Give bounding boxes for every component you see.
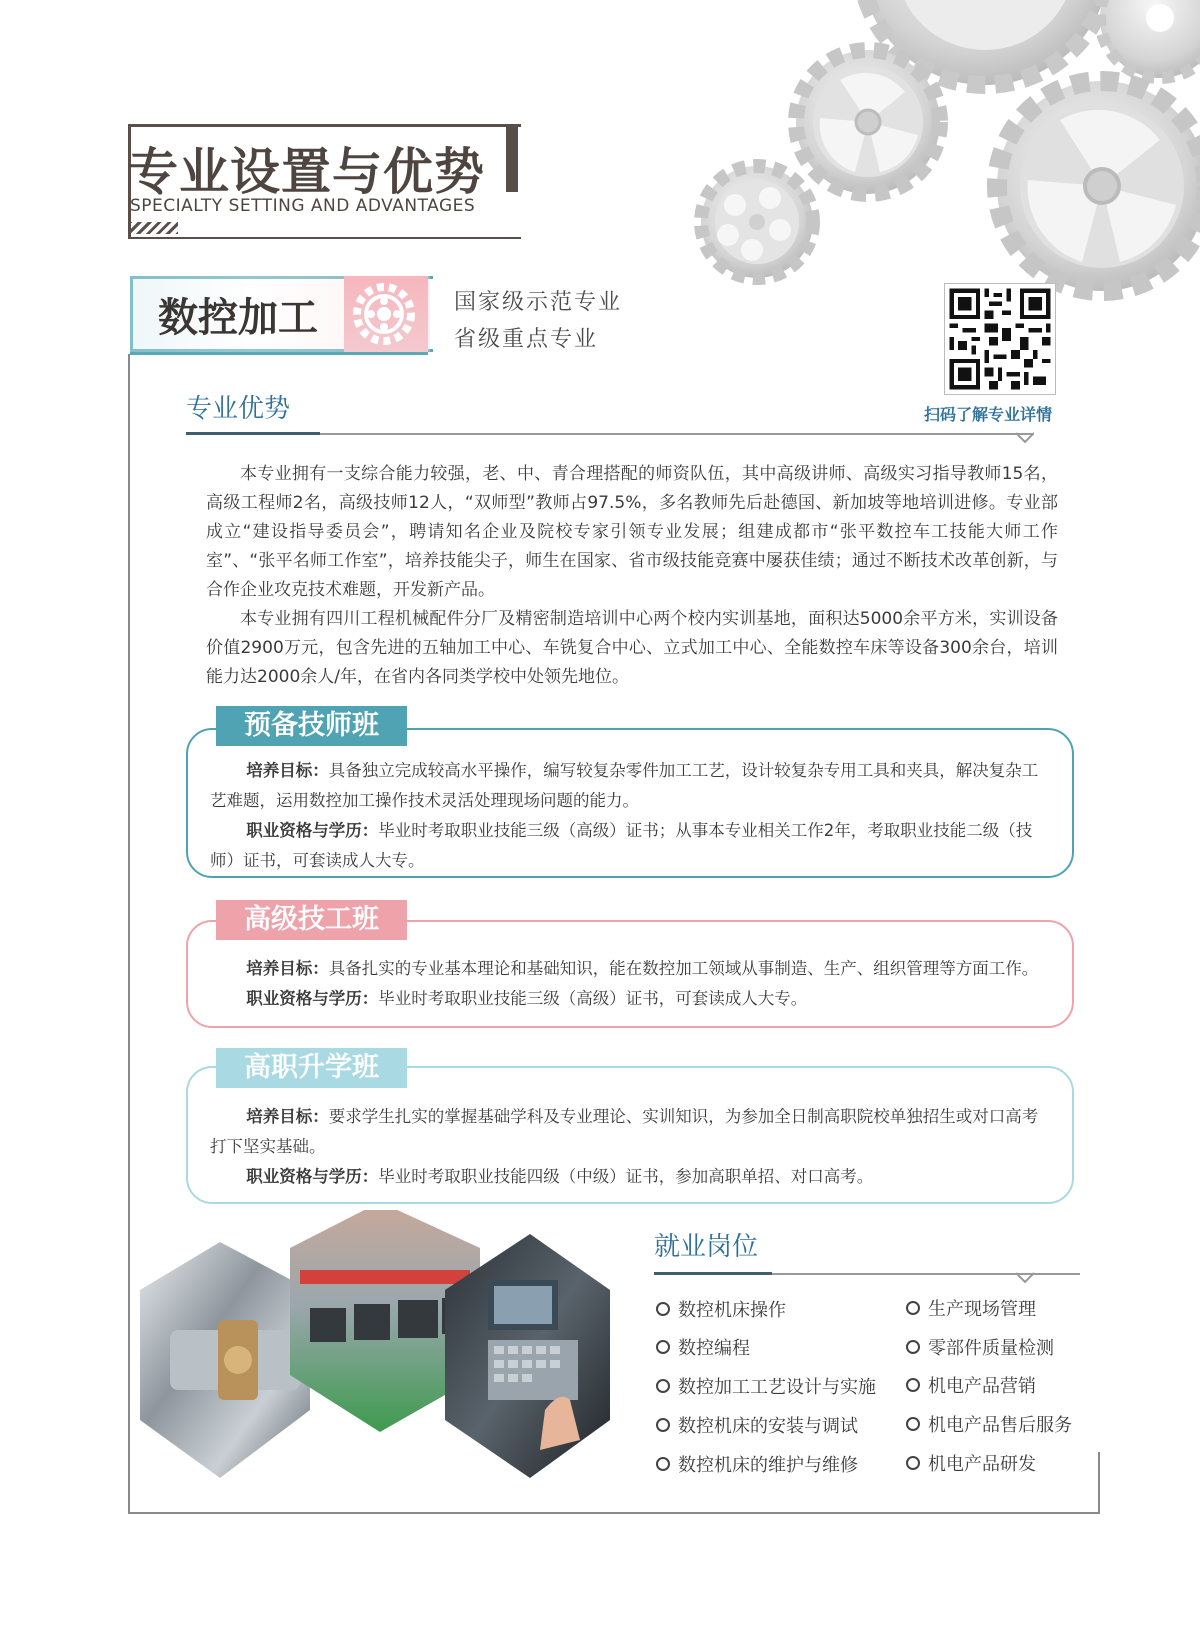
qr-code-icon [945, 284, 1055, 394]
job-item: 机电产品营销 [906, 1372, 1036, 1398]
job-item: 数控机床操作 [656, 1296, 786, 1322]
qualification-label: 职业资格与学历： [246, 989, 379, 1008]
advantages-title-underline [186, 432, 320, 435]
page-title: 专业设置与优势 [128, 143, 485, 201]
bullet-ring-icon [656, 1379, 670, 1393]
bullet-ring-icon [906, 1456, 920, 1470]
job-item: 数控机床的安装与调试 [656, 1412, 858, 1438]
gear-icon [1100, 0, 1200, 78]
class-tag-senior-worker: 高级技工班 [216, 900, 407, 940]
divider-notch-icon [1016, 432, 1034, 444]
goal-text: 要求学生扎实的掌握基础学科及专业理论、实训知识，为参加全日制高职院校单独招生或对口高考打下坚实基础。 [210, 1107, 1039, 1156]
advantages-title: 专业优势 [186, 394, 291, 424]
header-hatch [128, 222, 178, 234]
qr-caption: 扫码了解专业详情 [924, 405, 1053, 424]
advantages-divider [320, 433, 1034, 435]
class-text-higher-vocational [210, 1102, 1050, 1192]
job-item: 数控编程 [656, 1334, 750, 1360]
qualification-text: 毕业时考取职业技能三级（高级）证书；从事本专业相关工作2年，考取职业技能二级（技师）证书，可套读成人大专。 [210, 821, 1033, 870]
qr-code[interactable] [944, 283, 1056, 395]
job-item: 数控机床的维护与维修 [656, 1451, 858, 1477]
goal-label: 培养目标： [246, 1107, 329, 1126]
gear-icon [796, 50, 940, 194]
bullet-ring-icon [906, 1378, 920, 1392]
advantages-body [206, 460, 1058, 692]
class-text-senior-worker [210, 954, 1050, 1014]
frame-left-line [128, 354, 130, 1514]
job-item: 零部件质量检测 [906, 1334, 1054, 1360]
major-underline [130, 352, 428, 355]
goal-text: 具备独立完成较高水平操作，编写较复杂零件加工工艺，设计较复杂专用工具和夹具，解决复杂工艺难题，运用数控加工操作技术灵活处理现场问题的能力。 [210, 761, 1039, 810]
class-tag-technician: 预备技师班 [216, 706, 407, 746]
qualification-label: 职业资格与学历： [246, 821, 379, 840]
bullet-ring-icon [906, 1340, 920, 1354]
gear-icon [997, 81, 1200, 291]
goal-label: 培养目标： [246, 959, 329, 978]
gear-icon [701, 166, 813, 278]
job-item: 机电产品售后服务 [906, 1411, 1072, 1437]
jobs-title-underline [654, 1272, 772, 1275]
bullet-ring-icon [906, 1417, 920, 1431]
major-tag-national: 国家级示范专业 [454, 290, 623, 315]
qualification-label: 职业资格与学历： [246, 1167, 379, 1186]
major-gear-panel [344, 276, 428, 352]
job-item: 机电产品研发 [906, 1450, 1036, 1476]
advantages-paragraph: 本专业拥有四川工程机械配件分厂及精密制造培训中心两个校内实训基地，面积达5000余平方米，实训设备价值2900万元，包含先进的五轴加工中心、车铣复合中心、立式加工中心、全能数控车床等设备300余台，培训能力达2000余人/年，在省内各同类学校中处领先地位。 [206, 609, 1058, 687]
page-subtitle: SPECIALTY SETTING AND ADVANTAGES [130, 196, 476, 216]
qualification-text: 毕业时考取职业技能三级（高级）证书，可套读成人大专。 [378, 989, 808, 1008]
major-tag-provincial: 省级重点专业 [454, 327, 599, 352]
frame-bottom-line [128, 1512, 1100, 1514]
advantages-paragraph: 本专业拥有一支综合能力较强，老、中、青合理搭配的师资队伍，其中高级讲师、高级实习指导教师15名，高级工程师2名，高级技师12人，“双师型”教师占97.5%，多名教师先后赴德国、新加坡等地培训进修。专业部成立“建设指导委员会”，聘请知名企业及院校专家引领专业发展；组建成都市“张平数控车工技能大师工作室”、“张平名师工作室”，培养技能尖子，师生在国家、省市级技能竞赛中屡获佳绩；通过不断技术改革创新，与合作企业攻克技术难题，开发新产品。 [206, 464, 1058, 600]
bullet-ring-icon [656, 1457, 670, 1471]
class-text-technician [210, 756, 1050, 876]
divider-notch-icon [1016, 1272, 1034, 1284]
class-tag-higher-vocational: 高职升学班 [216, 1048, 407, 1088]
qualification-text: 毕业时考取职业技能四级（中级）证书，参加高职单招、对口高考。 [378, 1167, 874, 1186]
bullet-ring-icon [656, 1418, 670, 1432]
bullet-ring-icon [656, 1340, 670, 1354]
job-item: 生产现场管理 [906, 1295, 1036, 1321]
goal-label: 培养目标： [246, 761, 329, 780]
gear-icon [344, 276, 428, 352]
frame-right-line [1098, 1452, 1100, 1514]
major-name: 数控加工 [158, 295, 318, 341]
workshop-photos [140, 1210, 650, 1510]
lathe-photo [140, 1242, 310, 1478]
jobs-title: 就业岗位 [654, 1232, 759, 1262]
bullet-ring-icon [906, 1301, 920, 1315]
bullet-ring-icon [656, 1302, 670, 1316]
goal-text: 具备扎实的专业基本理论和基础知识，能在数控加工领域从事制造、生产、组织管理等方面工作。 [328, 959, 1039, 978]
job-item: 数控加工工艺设计与实施 [656, 1373, 876, 1399]
